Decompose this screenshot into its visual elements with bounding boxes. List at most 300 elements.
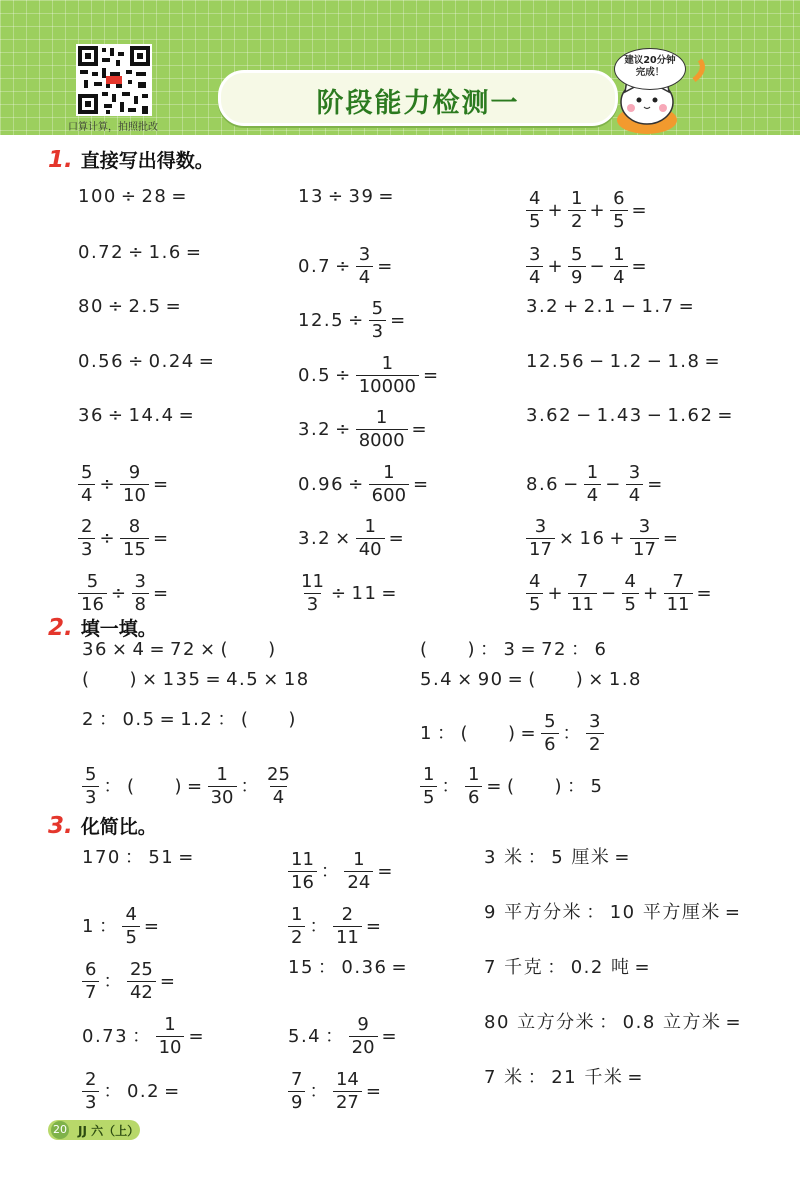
denominator: 3 — [82, 1091, 99, 1114]
term: − — [605, 473, 622, 495]
term: ： — [103, 775, 123, 797]
term: ÷ — [110, 582, 128, 604]
denominator: 4 — [626, 484, 643, 507]
term: = — [634, 957, 652, 978]
term: × — [457, 669, 474, 690]
term: ： — [325, 1025, 345, 1047]
fraction — [568, 244, 585, 289]
problem-c-12 — [482, 1014, 744, 1032]
fraction — [356, 516, 385, 561]
term: 0.96 — [298, 473, 345, 495]
fraction — [526, 571, 543, 616]
numerator: 7 — [291, 1069, 303, 1090]
term: 0.7 — [298, 255, 332, 277]
term: × — [335, 527, 352, 549]
numerator: 8 — [128, 516, 141, 537]
fraction — [344, 849, 373, 894]
term: − — [646, 405, 664, 426]
term: + — [643, 582, 660, 604]
denominator: 5 — [122, 926, 139, 949]
term: − — [576, 405, 593, 426]
denominator: 8000 — [356, 429, 408, 452]
numerator: 5 — [571, 244, 583, 265]
term: = — [631, 255, 649, 277]
numerator: 1 — [364, 516, 376, 537]
speech-bubble — [614, 48, 686, 90]
problem-a-9 — [524, 298, 697, 316]
page-header — [0, 0, 800, 135]
problem-a-18 — [524, 462, 666, 507]
term: ÷ — [107, 405, 125, 426]
numerator: 9 — [128, 462, 141, 483]
numerator: 1 — [571, 188, 583, 209]
term: 21 千米 — [551, 1067, 624, 1088]
term: ： — [527, 1067, 548, 1088]
fraction — [622, 571, 639, 616]
term: 1 — [82, 915, 95, 937]
term: = — [520, 639, 538, 660]
term: = — [171, 186, 188, 207]
denominator: 27 — [333, 1091, 362, 1114]
problem-a-24 — [524, 571, 715, 616]
fraction — [120, 462, 149, 507]
problem-a-14 — [296, 407, 430, 452]
term: = — [159, 970, 177, 992]
term: × — [199, 639, 217, 660]
problem-a-5 — [296, 244, 396, 289]
fraction — [333, 904, 362, 949]
problem-c-5 — [286, 904, 384, 949]
term: ： — [98, 915, 119, 937]
term: = — [378, 186, 395, 207]
term: = — [388, 527, 406, 549]
fraction — [156, 1014, 185, 1059]
term: = — [152, 527, 170, 549]
numerator: 5 — [371, 298, 384, 319]
term: 5.4 — [420, 669, 454, 690]
problem-b-8 — [418, 764, 606, 809]
numerator: 6 — [85, 959, 97, 980]
fraction — [288, 849, 317, 894]
problem-b-6 — [418, 711, 606, 756]
fraction — [127, 959, 156, 1004]
denominator: 16 — [288, 871, 317, 894]
answer-blank[interactable]: ( ) — [240, 709, 297, 730]
term: 16 — [579, 527, 606, 549]
denominator: 5 — [420, 786, 437, 809]
problem-a-10 — [76, 353, 217, 371]
denominator: 4 — [526, 266, 543, 289]
term: 3.62 — [526, 405, 573, 426]
fraction — [122, 904, 139, 949]
book-label: JJ 六（上） — [78, 1124, 140, 1138]
bubble-line-2: 完成！ — [635, 67, 665, 78]
term: ： — [132, 1025, 152, 1047]
term: = — [377, 860, 394, 882]
fraction — [82, 764, 99, 809]
fraction — [626, 462, 643, 507]
fraction — [420, 764, 437, 809]
term: = — [423, 364, 440, 386]
term: ： — [217, 709, 237, 730]
numerator: 5 — [86, 571, 99, 592]
term: 5 厘米 — [551, 847, 611, 868]
term: × — [588, 669, 605, 690]
numerator: 3 — [589, 711, 601, 732]
fraction — [584, 462, 601, 507]
term: ÷ — [335, 418, 352, 440]
numerator: 1 — [383, 462, 395, 483]
term: 1.8 — [608, 669, 643, 690]
term: 0.36 — [341, 957, 388, 978]
problem-c-8 — [286, 959, 410, 977]
term: = — [198, 351, 216, 372]
term: 4.5 — [226, 669, 260, 690]
term: = — [152, 582, 170, 604]
problem-a-16 — [76, 462, 172, 507]
term: ÷ — [348, 473, 365, 495]
answer-blank[interactable]: ( ) — [220, 639, 277, 660]
term: 18 — [283, 669, 310, 690]
problem-c-15 — [482, 1069, 646, 1087]
numerator: 1 — [613, 244, 625, 265]
denominator: 17 — [526, 538, 555, 561]
term: − — [589, 255, 607, 277]
problem-b-5 — [80, 711, 299, 729]
term: 135 — [162, 669, 202, 690]
numerator: 25 — [267, 764, 290, 785]
numerator: 5 — [85, 764, 97, 785]
term: 36 — [82, 639, 108, 660]
numerator: 11 — [301, 571, 324, 592]
term: = — [391, 957, 409, 978]
fraction — [369, 462, 409, 507]
term: 72 — [541, 639, 567, 660]
term: 36 — [78, 405, 104, 426]
problem-c-10 — [80, 1014, 207, 1059]
answer-blank[interactable]: ( ) — [82, 669, 139, 690]
fraction — [78, 462, 95, 507]
problem-c-6 — [482, 904, 743, 922]
fraction — [610, 244, 627, 289]
fraction — [526, 244, 543, 289]
numerator: 9 — [357, 1014, 369, 1035]
term: 15 — [288, 957, 314, 978]
numerator: 4 — [125, 904, 137, 925]
fraction — [526, 516, 555, 561]
term: = — [413, 473, 430, 495]
term: 2 — [82, 709, 95, 730]
section-2-title: 填一填。 — [80, 618, 157, 640]
term: ： — [103, 1080, 123, 1102]
problem-a-1 — [76, 188, 190, 206]
term: − — [589, 351, 606, 372]
denominator: 10 — [156, 1036, 185, 1059]
term: ： — [320, 860, 341, 882]
numerator: 2 — [341, 904, 354, 925]
denominator: 4 — [610, 266, 627, 289]
term: ： — [527, 847, 548, 868]
fraction — [208, 764, 237, 809]
numerator: 3 — [134, 571, 146, 592]
term: = — [390, 309, 407, 331]
term: = — [614, 847, 631, 868]
term: ： — [599, 1012, 619, 1033]
problem-a-19 — [76, 516, 172, 561]
problem-b-1 — [80, 641, 279, 659]
problem-c-4 — [80, 904, 163, 949]
term: = — [662, 527, 680, 549]
fraction — [526, 188, 543, 233]
term: = — [377, 255, 394, 277]
term: 1.43 — [596, 405, 643, 426]
term: 1.8 — [667, 351, 701, 372]
term: = — [143, 915, 161, 937]
term: ÷ — [128, 351, 145, 372]
numerator: 25 — [129, 959, 153, 980]
term: × — [142, 669, 159, 690]
term: 6 — [594, 639, 608, 660]
numerator: 4 — [624, 571, 636, 592]
term: 2.5 — [128, 296, 162, 317]
problem-c-2 — [286, 849, 396, 894]
term: 0.5 — [122, 709, 156, 730]
term: + — [563, 296, 580, 317]
term: + — [547, 255, 565, 277]
numerator: 1 — [216, 764, 228, 785]
term: 28 — [141, 186, 168, 207]
denominator: 3 — [304, 593, 321, 616]
fraction — [541, 711, 558, 756]
numerator: 3 — [358, 244, 371, 265]
term: 100 — [78, 186, 117, 207]
denominator: 17 — [630, 538, 659, 561]
denominator: 40 — [356, 538, 385, 561]
term: 1.2 — [609, 351, 643, 372]
denominator: 5 — [610, 210, 627, 233]
fraction — [610, 188, 627, 233]
term: 3 — [503, 639, 517, 660]
term: = — [178, 405, 196, 426]
term: 4 — [132, 639, 146, 660]
term: 13 — [298, 186, 324, 207]
term: = — [152, 473, 170, 495]
denominator: 11 — [664, 593, 693, 616]
problem-c-14 — [286, 1069, 384, 1114]
problem-a-2 — [296, 188, 397, 206]
denominator: 42 — [127, 981, 156, 1004]
term: + — [609, 527, 626, 549]
numerator: 3 — [638, 516, 651, 537]
term: 80 立方分米 — [484, 1012, 596, 1033]
term: ： — [309, 915, 329, 937]
section-2-heading — [48, 614, 157, 641]
answer-blank[interactable]: ( ) — [460, 722, 517, 744]
term: 0.24 — [148, 351, 195, 372]
term: 5.4 — [288, 1025, 322, 1047]
term: 12.56 — [526, 351, 586, 372]
problem-a-15 — [524, 407, 736, 425]
page-title: 阶段能力检测一 — [316, 88, 520, 119]
problem-a-20 — [296, 516, 407, 561]
term: ： — [309, 1080, 329, 1102]
fraction — [132, 571, 149, 616]
problem-c-9 — [482, 959, 653, 977]
term: + — [547, 199, 565, 221]
numerator: 14 — [335, 1069, 359, 1090]
numerator: 4 — [529, 571, 541, 592]
problem-a-8 — [296, 298, 409, 343]
numerator: 1 — [423, 764, 435, 785]
problem-a-21 — [524, 516, 682, 561]
denominator: 30 — [208, 786, 237, 809]
numerator: 2 — [85, 1069, 97, 1090]
denominator: 7 — [82, 981, 99, 1004]
term: 39 — [348, 186, 375, 207]
term: ： — [124, 847, 145, 868]
term: − — [646, 351, 664, 372]
answer-blank[interactable]: ( ) — [507, 775, 564, 797]
section-3-heading — [48, 812, 157, 839]
term: + — [589, 199, 607, 221]
term: ÷ — [348, 309, 365, 331]
numerator: 1 — [353, 849, 365, 870]
term: = — [159, 709, 177, 730]
numerator: 1 — [467, 764, 480, 785]
fraction — [586, 711, 603, 756]
fraction — [349, 1014, 378, 1059]
denominator: 4 — [356, 266, 373, 289]
numerator: 1 — [381, 353, 394, 374]
problem-a-3 — [524, 188, 650, 233]
fraction — [356, 244, 373, 289]
numerator: 6 — [613, 188, 625, 209]
term: 1.7 — [641, 296, 675, 317]
section-1-heading — [48, 146, 214, 173]
term: 2.1 — [583, 296, 617, 317]
answer-blank[interactable]: ( ) — [126, 775, 183, 797]
numerator: 2 — [81, 516, 93, 537]
term: 5 — [590, 775, 604, 797]
term: = — [187, 775, 204, 797]
term: 3.2 — [298, 527, 332, 549]
problem-a-13 — [76, 407, 197, 425]
problem-a-12 — [524, 353, 723, 371]
denominator: 6 — [465, 786, 482, 809]
problem-b-4 — [418, 671, 644, 689]
numerator: 3 — [628, 462, 641, 483]
term: = — [164, 1080, 181, 1102]
term: 8.6 — [526, 473, 560, 495]
term: × — [558, 527, 576, 549]
term: × — [111, 639, 129, 660]
term: − — [620, 296, 638, 317]
term: ： — [586, 902, 606, 923]
numerator: 1 — [164, 1014, 176, 1035]
fraction — [333, 1069, 362, 1114]
fraction — [82, 1069, 99, 1114]
term: ： — [441, 775, 461, 797]
fraction — [82, 959, 99, 1004]
term: 0.5 — [298, 364, 332, 386]
numerator: 11 — [291, 849, 314, 870]
term: 12.5 — [298, 309, 345, 331]
fraction — [356, 353, 419, 398]
problem-a-17 — [296, 462, 432, 507]
term: = — [507, 669, 525, 690]
numerator: 1 — [586, 462, 599, 483]
term: 170 — [82, 847, 121, 868]
page-number: 20 — [51, 1121, 69, 1139]
fraction — [288, 1069, 305, 1114]
problem-c-1 — [80, 849, 197, 867]
term: = — [717, 405, 735, 426]
denominator: 3 — [82, 786, 99, 809]
title-banner — [218, 70, 618, 126]
term: = — [704, 351, 722, 372]
qr-code[interactable] — [76, 44, 152, 116]
denominator: 6 — [541, 733, 558, 756]
term: = — [647, 473, 664, 495]
answer-blank[interactable]: ( ) — [420, 639, 477, 660]
denominator: 8 — [132, 593, 149, 616]
term: 90 — [477, 669, 504, 690]
bubble-line-1: 建议20分钟 — [624, 55, 676, 66]
answer-blank[interactable]: ( ) — [528, 669, 585, 690]
term: 1.62 — [667, 405, 714, 426]
problem-b-3 — [80, 671, 312, 689]
denominator: 10000 — [356, 375, 419, 398]
problem-a-22 — [76, 571, 172, 616]
term: ： — [567, 775, 587, 797]
term: ： — [103, 970, 123, 992]
numerator: 7 — [672, 571, 684, 592]
term: 7 米 — [484, 1067, 524, 1088]
problem-b-7 — [80, 764, 295, 809]
term: = — [149, 639, 167, 660]
numerator: 1 — [375, 407, 388, 428]
fraction — [298, 571, 327, 616]
fraction — [465, 764, 482, 809]
numerator: 5 — [544, 711, 556, 732]
denominator: 2 — [568, 210, 585, 233]
problem-a-4 — [76, 244, 204, 262]
term: ÷ — [99, 473, 117, 495]
term: 0.2 吨 — [570, 957, 631, 978]
term: ÷ — [335, 364, 352, 386]
problem-b-2 — [418, 641, 609, 659]
fraction — [568, 571, 597, 616]
numerator: 4 — [529, 188, 541, 209]
problem-c-7 — [80, 959, 178, 1004]
problem-a-6 — [524, 244, 650, 289]
term: = — [205, 669, 223, 690]
term: ÷ — [128, 242, 145, 263]
term: 80 — [78, 296, 104, 317]
term: = — [381, 1025, 399, 1047]
term: 0.72 — [78, 242, 125, 263]
numerator: 1 — [291, 904, 303, 925]
denominator: 10 — [120, 484, 149, 507]
term: = — [486, 775, 503, 797]
denominator: 600 — [369, 484, 409, 507]
denominator: 11 — [333, 926, 362, 949]
term: ： — [317, 957, 338, 978]
denominator: 4 — [584, 484, 601, 507]
denominator: 5 — [526, 593, 543, 616]
term: − — [563, 473, 580, 495]
term: 0.73 — [82, 1025, 129, 1047]
